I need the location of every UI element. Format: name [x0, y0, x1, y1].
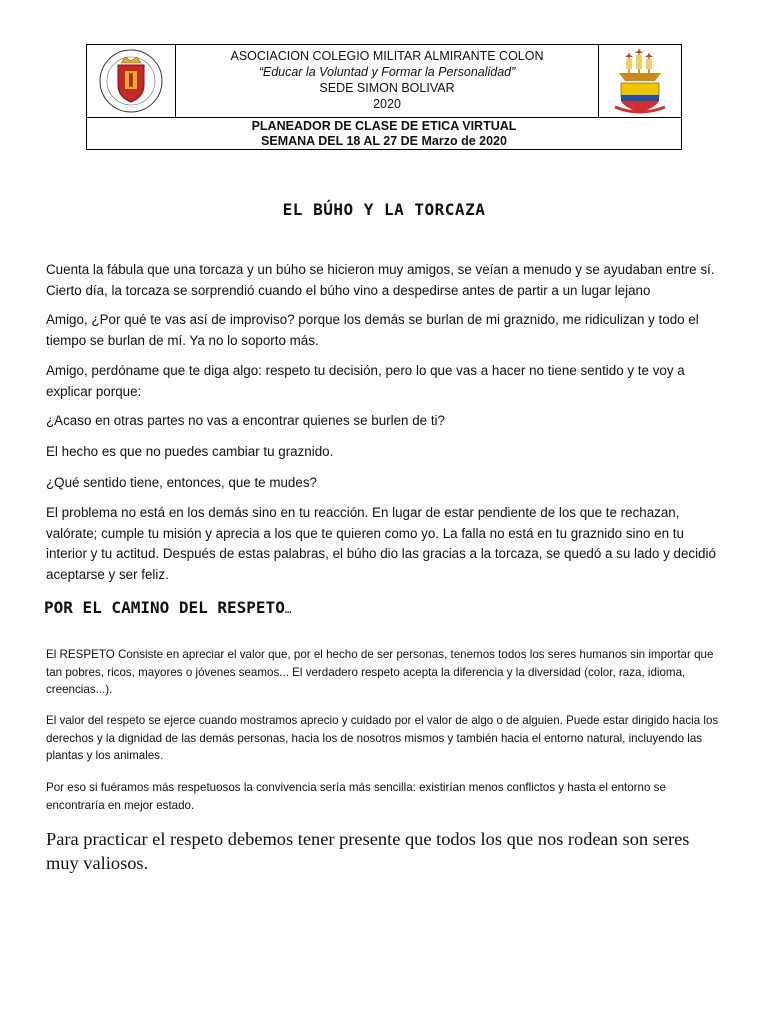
school-motto: “Educar la Voluntad y Formar la Personalidad”: [258, 65, 516, 79]
crest-icon: [87, 45, 175, 117]
story-paragraph: Amigo, perdóname que te diga algo: respeto tu decisión, pero lo que vas a hacer no tiene sentido y te voy a explicar porque:: [46, 363, 685, 399]
school-year: 2020: [373, 97, 401, 111]
campus-logo: [598, 45, 681, 117]
closing-sentence: Para practicar el respeto debemos tener presente que todos los que nos rodean son seres muy valiosos.: [46, 829, 690, 873]
story-paragraph: El hecho es que no puedes cambiar tu graznido.: [46, 444, 334, 459]
respeto-paragraph: Por eso si fuéramos más respetuosos la convivencia sería más sencilla: existirían menos conflictos y hasta el entorno se encontraría en mejor estado.: [46, 781, 666, 812]
planner-row: [87, 117, 681, 150]
respeto-title: [44, 598, 291, 617]
header-text: [175, 45, 599, 117]
campus-name: SEDE SIMON BOLIVAR: [319, 81, 455, 95]
story-paragraph: El problema no está en los demás sino en tu reacción. En lugar de estar pendiente de los que te rechazan, valórate; cumple tu misión y aprecia a los que te quieren como yo. La falla no está en tu graznido sino en tu interior y tu actitud. Después de estas palabras, el búho dio las gracias a la torcaza, se quedó a su lado y decidió aceptarse y ser feliz.: [46, 505, 716, 582]
story-paragraph: ¿Qué sentido tiene, entonces, que te mudes?: [46, 475, 317, 490]
planner-title: PLANEADOR DE CLASE DE ETICA VIRTUAL: [251, 119, 517, 133]
header-top-row: [87, 45, 681, 118]
story-title: EL BÚHO Y LA TORCAZA: [282, 200, 486, 219]
story-paragraph: Amigo, ¿Por qué te vas así de improviso? porque los demás se burlan de mi graznido, me ridiculizan y todo el tiempo se burlan de mí. Ya no lo soporto más.: [46, 312, 699, 348]
header-table: [86, 44, 682, 150]
svg-text:· · · · · ·: · · · · · ·: [124, 105, 138, 110]
respeto-title-suffix: …: [284, 603, 292, 616]
school-name: ASOCIACION COLEGIO MILITAR ALMIRANTE COLON: [230, 49, 544, 63]
respeto-paragraph: El RESPETO Consiste en apreciar el valor que, por el hecho de ser personas, tenemos todos los seres humanos sin importar que tan pobres, ricos, mayores o jóvenes seamos... El verdadero respeto acepta la diferencia y la diversidad (color, raza, idioma, creencias...).: [46, 648, 714, 696]
story-paragraph: ¿Acaso en otras partes no vas a encontrar quienes se burlen de ti?: [46, 413, 445, 428]
respeto-title-text: POR EL CAMINO DEL RESPETO: [44, 598, 285, 617]
planner-week: SEMANA DEL 18 AL 27 DE Marzo de 2020: [261, 134, 507, 148]
ship-shield-icon: [599, 45, 681, 117]
story-paragraph: Cuenta la fábula que una torcaza y un búho se hicieron muy amigos, se veían a menudo y se ayudaban entre sí. Cierto día, la torcaza se sorprendió cuando el búho vino a despedirse antes de partir a un lugar lejano: [46, 262, 715, 298]
school-crest-logo: [87, 45, 176, 117]
respeto-paragraph: El valor del respeto se ejerce cuando mostramos aprecio y cuidado por el valor de algo o de alguien. Puede estar dirigido hacia los derechos y la dignidad de las demás personas, hacia los de nosotros mismos y también hacia el entorno natural, incluyendo las plantas y los animales.: [46, 714, 719, 762]
